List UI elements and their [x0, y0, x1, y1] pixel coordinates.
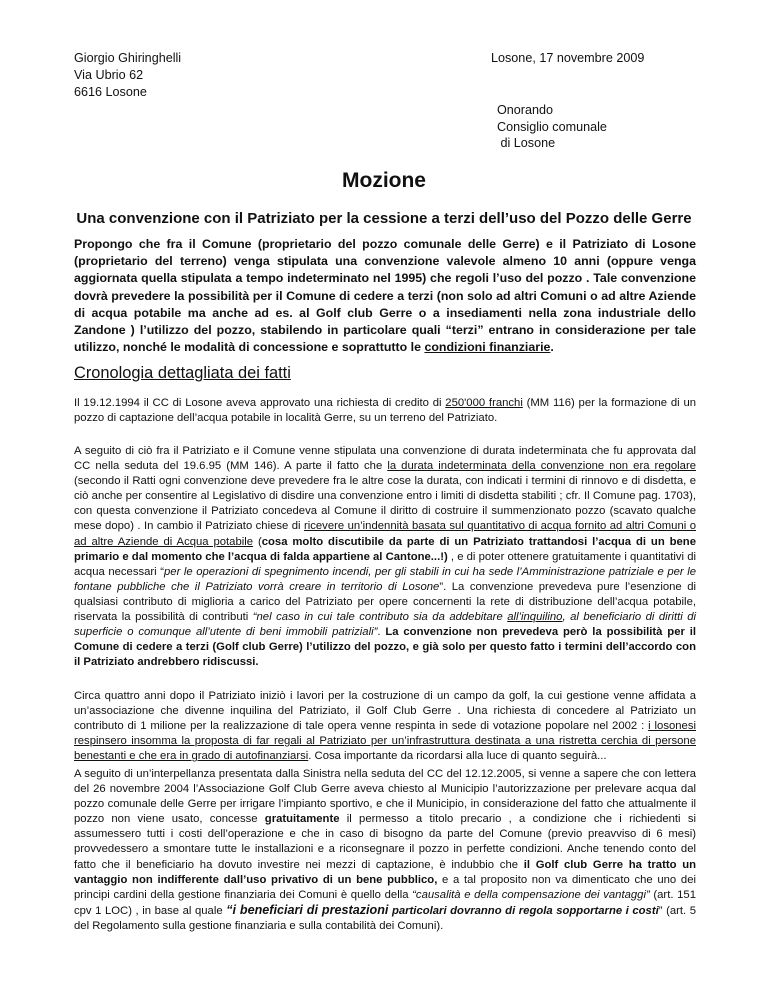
letter-date: Losone, 17 novembre 2009: [491, 51, 645, 65]
document-title: Mozione: [342, 169, 426, 192]
sender-city: 6616 Losone: [74, 85, 147, 99]
text-run: .: [377, 626, 386, 639]
underlined-run: i losonesi respinsero insomma la proposta di far regali al Patriziato per un’infrastruttura destinata a una ristretta cerchia di persone benestanti e che era in grado di autofinanziarsi: [74, 720, 696, 763]
recipient-line-1: Onorando: [497, 103, 554, 117]
recipient-line-3: di Losone: [497, 136, 556, 150]
text-run: (secondo il Ratti ogni convenzione deve prevedere fra le altre cose la durata, con indicati i termini di rinnovo e di disdetta, e ciò anche per consentire al Legislativo di disdire una convenzione entro i limiti di disdetta stabiliti ; cfr. Il Comune pag. 1703), con questa convenzione il Patriziato concedeva al Comune il diritto di costruire il summenzionato pozzo (scavato qualche mese dopo) . In cambio il Patriziato chiese di: [74, 475, 696, 533]
underlined-run: la durata indeterminata della convenzione non era regolare: [387, 460, 697, 473]
text-run: ”. La convenzione prevedeva pure l’esenzione di qualsiasi contributo di miglioria a carico del Patriziato per opere concernenti la rete di distribuzione dell’acqua potabile, riservata la possibilità di contributi: [74, 580, 696, 624]
bold-italic-run: particolari dovranno di regola sopportarne i costi: [388, 904, 659, 917]
italic-underlined-run: all’inquilino: [507, 611, 563, 624]
paragraph-1: [74, 396, 696, 426]
proposal-paragraph: [74, 236, 696, 356]
paragraph-4: [74, 767, 696, 934]
bold-run: La convenzione non prevedeva però la possibilità per il Comune di cedere a terzi (Golf club Gerre) l’utilizzo del pozzo, e già solo per questo fatto i termini dell’accordo con il Patriziato andrebbero ridiscussi.: [74, 626, 697, 669]
italic-run: , al beneficiario di diritti di superficie o comunque all’utente di beni immobili patriziali”: [74, 611, 696, 639]
text-run: (MM 116) per la formazione di un pozzo di captazione dell’acqua potabile in località Gerre, su un terreno del Patriziato.: [74, 397, 697, 425]
italic-run: “nel caso in cui tale contributo sia da addebitare: [252, 611, 508, 624]
italic-run: per le operazioni di spegnimento incendi, per gli stabili in cui ha sede l’Amministrazione patriziale e per le fontane pubbliche che il Patriziato vorrà creare in territorio di Losone: [74, 565, 696, 593]
underlined-run: ricevere un’indennità basata sul quantitativo di acqua fornito ad altri Comuni o ad altre Aziende di Acqua potabile: [74, 520, 696, 548]
sender-address: [74, 50, 181, 101]
proposal-underlined: condizioni finanziarie: [424, 340, 551, 355]
document-subtitle: Una convenzione con il Patriziato per la cessione a terzi dell’uso del Pozzo delle Gerre: [76, 210, 692, 227]
text-run: A seguito di ciò fra il Patriziato e il Comune venne stipulata una convenzione di durata indeterminata che fu approvata dal CC nella seduta del 19.6.95 (MM 146). A parte il fatto che: [74, 445, 696, 473]
text-run: A seguito di un’interpellanza presentata dalla Sinistra nella seduta del CC del 12.12.2005, si venne a sapere che con lettera del 26 novembre 2004 l’Associazione Golf Club Gerre aveva chiesto al Municipio l’autorizzazione per prelevare acqua dal pozzo comunale delle Gerre per irrigare l’impianto sportivo, e che il Municipio, in considerazione del fatto che attualmente il pozzo non viene usato, concesse: [74, 768, 696, 826]
text-run: , e di poter ottenere gratuitamente i quantitativi di acqua necessari “: [74, 550, 696, 578]
sender-name: Giorgio Ghiringhelli: [74, 51, 182, 65]
proposal-end: .: [550, 340, 554, 355]
recipient-address: [497, 102, 607, 152]
bold-italic-run: “i beneficiari di prestazioni: [226, 902, 389, 917]
paragraph-2: [74, 444, 696, 670]
text-run: (: [253, 535, 262, 548]
bold-run: il Golf club Gerre ha tratto un vantaggio non indifferente dall’uso privativo di un bene pubblico,: [74, 858, 697, 886]
text-run: ” (art. 5 del Regolamento sulla gestione finanziaria e sulla contabilità dei Comuni).: [74, 904, 696, 932]
text-run: e a tal proposito non va dimenticato che uno dei principi cardini della gestione finanziaria dei Comuni è quello della: [74, 873, 696, 901]
text-run: Il 19.12.1994 il CC di Losone aveva approvato una richiesta di credito di: [74, 397, 446, 409]
paragraph-3: [74, 689, 696, 764]
bold-run: cosa molto discutibile da parte di un Patriziato trattandosi l’acqua di un bene primario e dal momento che l’acqua di falda appartiene al Cantone...!): [74, 535, 696, 563]
bold-run: gratuitamente: [264, 813, 340, 826]
italic-run: “causalità e della compensazione dei vantaggi”: [412, 888, 650, 901]
text-run: il permesso a titolo precario , a condizione che i richiedenti si assumessero tutti i costi dell’operazione e che in caso di bisogno da parte del Comune (previo preavviso di 6 mesi) provvedessero a smontare tutte le installazioni e a riconsegnare il pozzo in perfette condizioni. Anche tenendo conto del fatto che il beneficiario ha dovuto investire nei mezzi di captazione, è indubbio che: [74, 813, 696, 871]
text-run: (art. 151 cpv 1 LOC) , in base al quale: [74, 888, 696, 917]
text-run: Circa quattro anni dopo il Patriziato iniziò i lavori per la costruzione di un campo da golf, la cui gestione venne affidata a un’associazione che divenne inquilina del Patriziato, il Golf Club Gerre . Una richiesta di concedere al Patriziato un contributo di 1 milione per la realizzazione di tale opera venne respinta in sede di votazione popolare nel 2002 :: [74, 690, 696, 733]
section-heading: Cronologia dettagliata dei fatti: [74, 364, 291, 382]
sender-street: Via Ubrio 62: [74, 68, 144, 82]
proposal-text: Propongo che fra il Comune (proprietario del pozzo comunale delle Gerre) e il Patriziato di Losone (proprietario del terreno) venga stipulata una convenzione valevole almeno 10 anni (oppure venga aggiornata quella stipulata a tempo indeterminato nel 1995) che regoli l’uso del pozzo . Tale convenzione dovrà prevedere la possibilità per il Comune di cedere a terzi (non solo ad altri Comuni o ad altre Aziende di acqua potabile ma anche ad es. al Golf club Gerre o a insediamenti nella zona industriale dello Zandone ) l’utilizzo del pozzo, stabilendo in particolare quali “terzi” entrano in considerazione per tale utilizzo, nonché le modalità di concessione e soprattutto le: [74, 237, 696, 355]
underlined-run: 250'000 franchi: [445, 397, 523, 409]
text-run: . Cosa importante da ricordarsi alla luce di quanto seguirà...: [308, 750, 607, 763]
recipient-line-2: Consiglio comunale: [497, 119, 607, 134]
